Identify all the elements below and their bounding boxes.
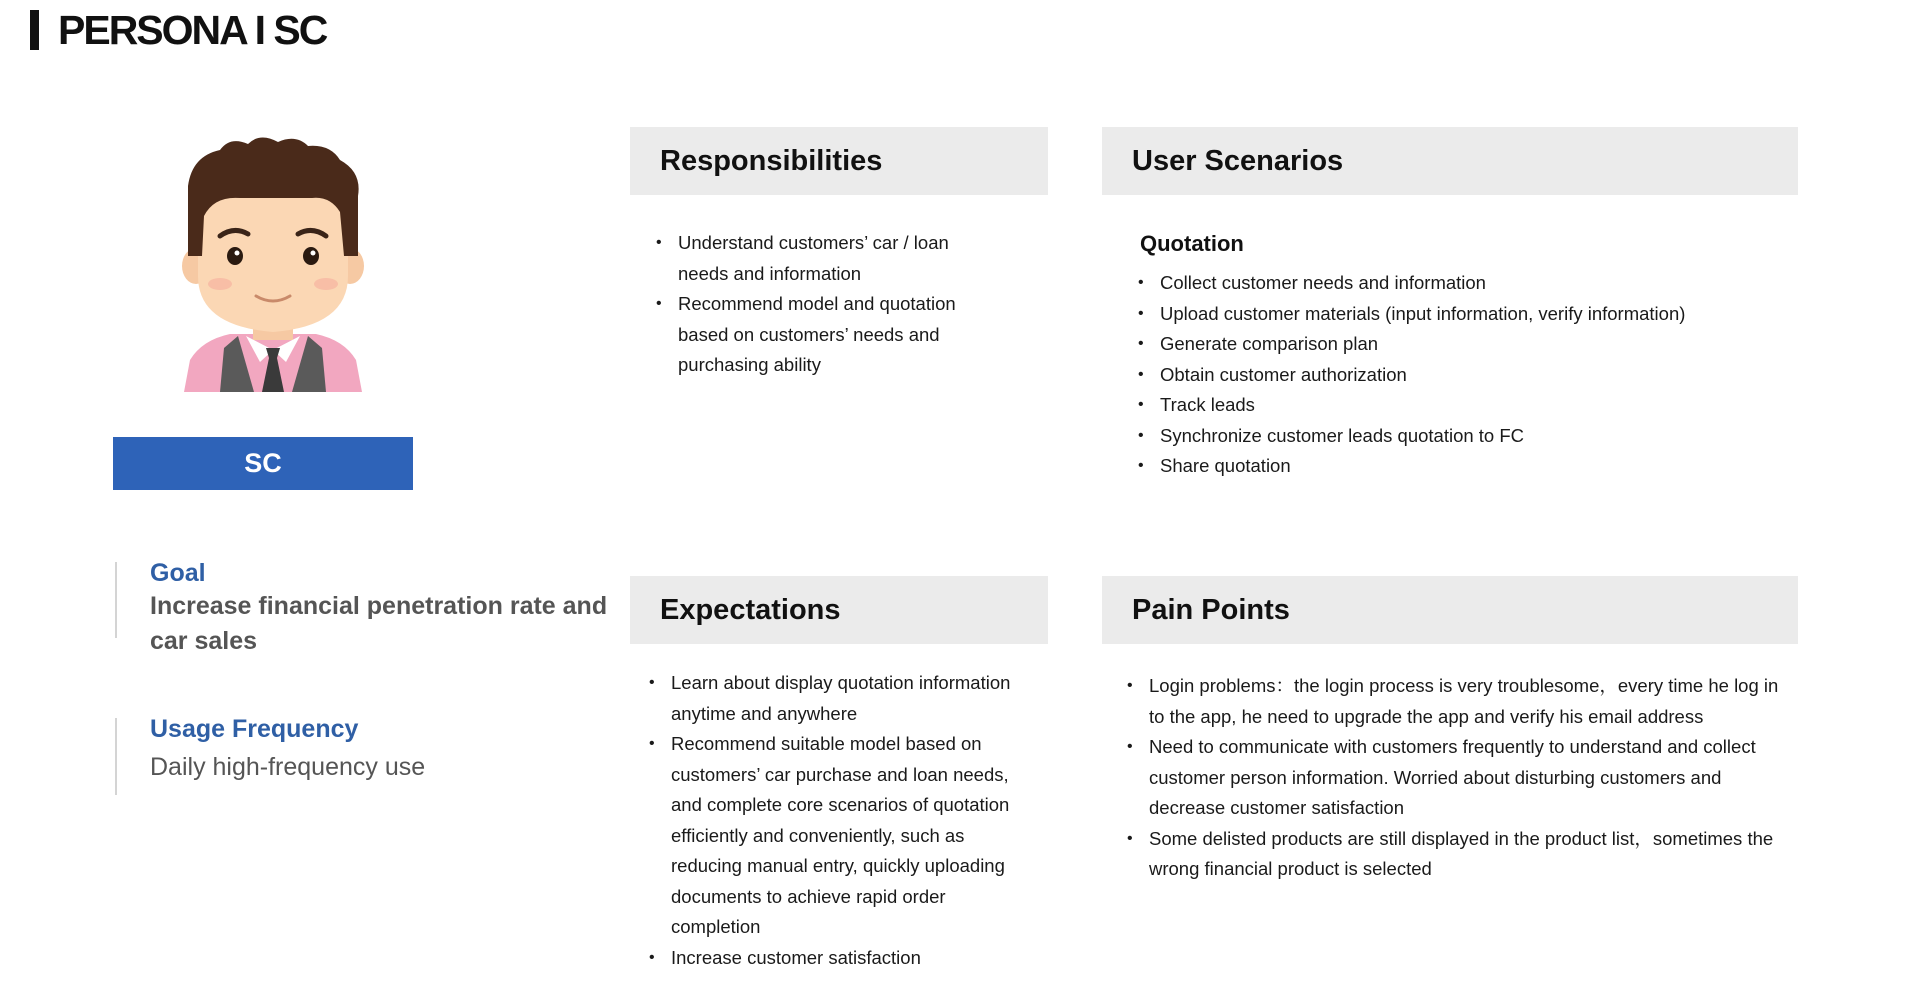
responsibilities-header: Responsibilities — [630, 127, 1048, 195]
goal-label: Goal — [150, 559, 206, 587]
user-scenarios-list — [1138, 268, 1758, 482]
list-item: • Obtain customer authorization — [1138, 360, 1758, 391]
user-scenarios-header: User Scenarios — [1102, 127, 1798, 195]
list-item: • Synchronize customer leads quotation to FC — [1138, 421, 1758, 452]
usage-frequency-value: Daily high-frequency use — [150, 753, 426, 781]
list-item: • Share quotation — [1138, 451, 1758, 482]
list-item: • Understand customers’ car / loan needs and information — [656, 228, 986, 289]
list-item: • Collect customer needs and information — [1138, 268, 1758, 299]
list-item: • Login problems：the login process is very troublesome，every time he log in to the app, he need to upgrade the app and verify his email address — [1127, 671, 1797, 732]
usage-frequency-label: Usage Frequency — [150, 715, 359, 743]
list-item: • Generate comparison plan — [1138, 329, 1758, 360]
list-item: • Recommend model and quotation based on customers’ needs and purchasing ability — [656, 289, 986, 381]
list-item: • Increase customer satisfaction — [649, 943, 1039, 974]
pain-points-header: Pain Points — [1102, 576, 1798, 644]
pain-points-list — [1127, 671, 1797, 885]
persona-name-badge: SC — [113, 437, 413, 490]
list-item: • Some delisted products are still displayed in the product list，sometimes the wrong financial product is selected — [1127, 824, 1797, 885]
list-item: • Upload customer materials (input information, verify information) — [1138, 299, 1758, 330]
list-item: • Recommend suitable model based on customers’ car purchase and loan needs, and complete core scenarios of quotation efficiently and conveniently, such as reducing manual entry, quickly uploading documents to achieve rapid order completion — [649, 729, 1039, 943]
responsibilities-list — [656, 228, 986, 381]
goal-value: Increase financial penetration rate and car sales — [150, 592, 608, 655]
quotation-subheading: Quotation — [1140, 231, 1244, 256]
usage-frequency-block — [115, 715, 426, 795]
page-title: PERSONA I SC — [58, 7, 327, 53]
page-title-wrap — [30, 8, 326, 52]
list-item: • Need to communicate with customers frequently to understand and collect customer person information. Worried about disturbing customers and decrease customer satisfaction — [1127, 732, 1797, 824]
goal-block — [115, 559, 610, 655]
list-item: • Learn about display quotation information anytime and anywhere — [649, 668, 1039, 729]
list-item: • Track leads — [1138, 390, 1758, 421]
expectations-list — [649, 668, 1039, 973]
title-accent-bar — [30, 10, 39, 50]
cartoon-man-avatar-icon — [180, 136, 366, 392]
expectations-header: Expectations — [630, 576, 1048, 644]
